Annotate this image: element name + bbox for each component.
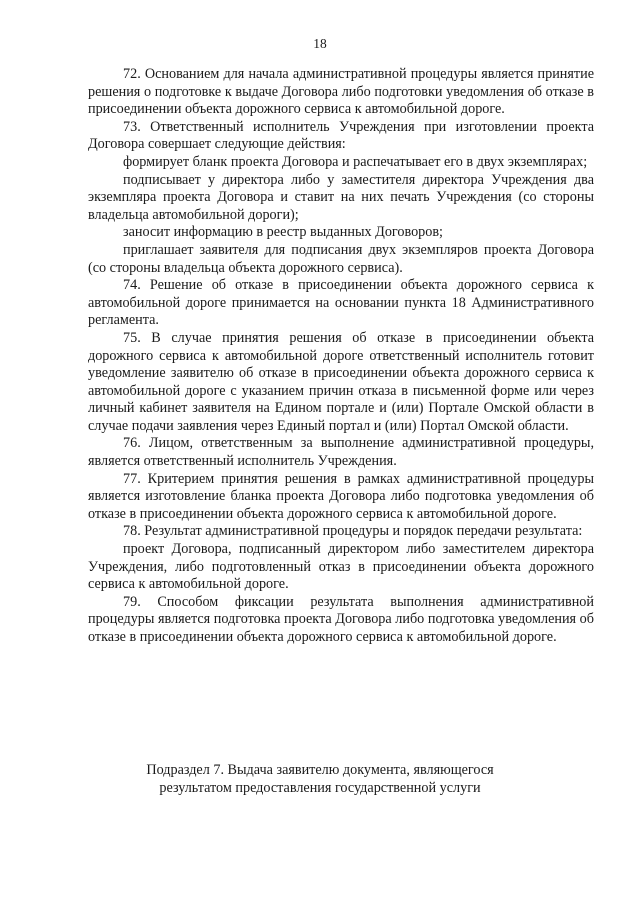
paragraph-75: 75. В случае принятия решения об отказе в присоединении объекта дорожного сервиса к автомобильной дороге ответственный исполнитель готовит уведомление заявителю об отказе в присоединении объекта дорожного сервиса к автомобильной дороге с указанием причин отказа в письменной форме или через личный кабинет заявителя на Едином портале и (или) Портале Омской области в случае подачи заявления через Единый портал и (или) Портал Омской области.: [88, 329, 594, 434]
paragraph-73-item-4: приглашает заявителя для подписания двух экземпляров проекта Договора (со стороны владельца объекта дорожного сервиса).: [88, 241, 594, 276]
document-body: [88, 66, 594, 647]
paragraph-73-item-2: подписывает у директора либо у заместителя директора Учреждения два экземпляра проекта Договора и ставит на них печать Учреждения (со стороны владельца автомобильной дороги);: [88, 171, 594, 223]
page-number: 18: [313, 36, 327, 51]
paragraph-73: 73. Ответственный исполнитель Учреждения при изготовлении проекта Договора совершает следующие действия:: [88, 118, 594, 153]
paragraph-76: 76. Лицом, ответственным за выполнение административной процедуры, является ответственный исполнитель Учреждения.: [88, 435, 594, 470]
paragraph-78: 78. Результат административной процедуры и порядок передачи результата:: [123, 523, 583, 540]
subsection-heading-line-2: результатом предоставления государственной услуги: [159, 779, 481, 796]
subsection-heading-line-1: Подраздел 7. Выдача заявителю документа, являющегося: [146, 762, 494, 778]
subsection-heading: [0, 762, 640, 797]
paragraph-73-item-1: формирует бланк проекта Договора и распечатывает его в двух экземплярах;: [123, 153, 588, 170]
paragraph-78-item: проект Договора, подписанный директором либо заместителем директора Учреждения, либо подготовленный отказ в присоединении объекта дорожного сервиса к автомобильной дороге.: [88, 541, 594, 593]
paragraph-77: 77. Критерием принятия решения в рамках административной процедуры является изготовление бланка проекта Договора либо подготовка уведомления об отказе в присоединении объекта дорожного сервиса к автомобильной дороге.: [88, 470, 594, 522]
paragraph-79: 79. Способом фиксации результата выполнения административной процедуры является подготовка проекта Договора либо подготовка уведомления об отказе в присоединении объекта дорожного сервиса к автомобильной дороге.: [88, 593, 594, 645]
paragraph-73-item-3: заносит информацию в реестр выданных Договоров;: [123, 224, 443, 241]
paragraph-72: 72. Основанием для начала административной процедуры является принятие решения о подготовке к выдаче Договора либо подготовки уведомления об отказе в присоединении объекта дорожного сервиса к автомобильной дороге.: [88, 66, 594, 118]
paragraph-74: 74. Решение об отказе в присоединении объекта дорожного сервиса к автомобильной дороге принимается на основании пункта 18 Административного регламента.: [88, 277, 594, 329]
